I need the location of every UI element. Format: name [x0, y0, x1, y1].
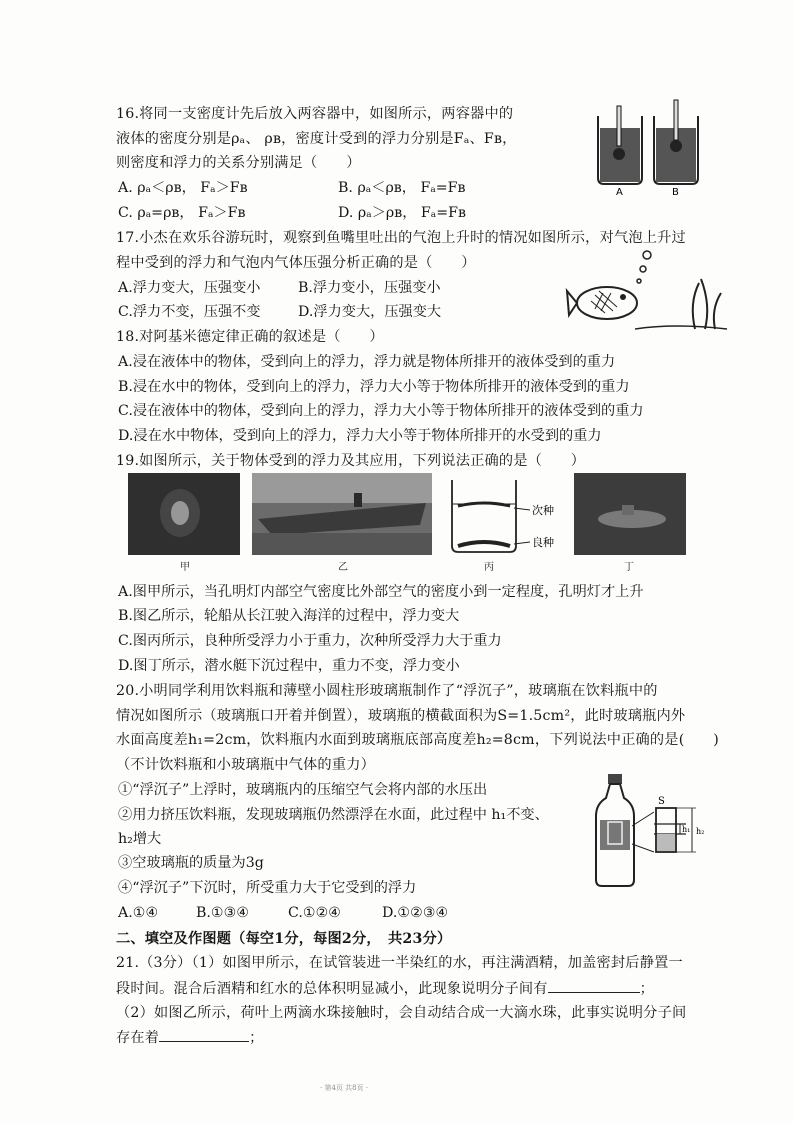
label-h2: h₂	[696, 827, 705, 836]
q18-option-a: A.浸在液体中的物体，受到向上的浮力，浮力就是物体所排开的液体受到的重力	[118, 354, 616, 370]
q16-option-a: A. ρₐ＜ρʙ， Fₐ＞Fʙ	[118, 180, 248, 196]
q20-statement-2-cont: h₂增大	[118, 831, 162, 847]
sky-lantern-photo	[128, 473, 240, 555]
fish-icon	[567, 287, 637, 319]
q19-option-d: D.图丁所示，潜水艇下沉过程中，重力不变，浮力变小	[118, 658, 460, 674]
q21-line-2	[116, 978, 654, 999]
cartesian-diver-figure	[588, 772, 718, 890]
beaker-a	[598, 106, 642, 184]
q20-statement-1: ①“浮沉子”上浮时，玻璃瓶内的压缩空气会将内部的水压出	[118, 782, 488, 798]
q20-line-1: 20.小明同学利用饮料瓶和薄壁小圆柱形玻璃瓶制作了“浮沉子”，玻璃瓶在饮料瓶中的	[116, 683, 658, 699]
q16-line-3: 则密度和浮力的关系分别满足（ ）	[116, 155, 361, 171]
bin-label-ci: 次种	[532, 504, 554, 517]
q16-line-1: 16.将同一支密度计先后放入两容器中，如图所示，两容器中的	[116, 106, 514, 122]
q20-option-c: C.①②④	[288, 905, 342, 921]
q20-statement-3: ③空玻璃瓶的质量为3g	[118, 855, 264, 871]
bottle-icon	[596, 774, 634, 886]
bubble-icon	[643, 251, 651, 259]
beaker-b	[654, 100, 698, 184]
q18-option-d: D.浸在水中物体，受到向上的浮力，浮力大小等于物体所排开的水受到的重力	[118, 428, 602, 444]
q16-line-2: 液体的密度分别是ρₐ、 ρʙ，密度计受到的浮力分别是Fₐ、Fʙ，	[116, 131, 517, 147]
q21-line-4-text: 存在着	[116, 1030, 160, 1046]
q21-line-4	[116, 1027, 264, 1048]
q21-line-4-tail: ；	[249, 1030, 264, 1046]
beaker-label-a: A	[616, 187, 623, 198]
bubble-icon	[637, 279, 641, 283]
q18-option-c: C.浸在液体中的物体，受到向上的浮力，浮力大小等于物体所排开的液体受到的重力	[118, 403, 644, 419]
q18-line-1: 18.对阿基米德定律正确的叙述是（ ）	[116, 329, 384, 345]
seed-selection-figure	[444, 476, 564, 558]
q16-option-b: B. ρₐ＜ρʙ， Fₐ=Fʙ	[338, 180, 466, 196]
answer-blank-2[interactable]	[159, 1027, 249, 1042]
label-h1: h₁	[682, 825, 691, 834]
seaweed-icon	[635, 279, 727, 329]
page-footer: · 第4页 共8页 ·	[320, 1084, 369, 1092]
q17-option-b: B.浮力变小，压强变小	[298, 280, 441, 296]
beaker-label-b: B	[672, 187, 679, 198]
q21-line-2-text: 段时间。混合后酒精和红水的总体积明显减小，此现象说明分子间有	[116, 981, 548, 997]
bin-label-liang: 良种	[532, 536, 554, 549]
q20-line-2: 情况如图所示（玻璃瓶口开着并倒置），玻璃瓶的横截面积为S=1.5cm²，此时玻璃瓶内外	[116, 708, 686, 724]
aircraft-carrier-icon	[252, 473, 432, 555]
caption-yi: 乙	[338, 562, 348, 573]
q21-line-2-tail: ；	[639, 981, 655, 997]
caption-bing: 丙	[484, 562, 494, 573]
q21-line-3: （2）如图乙所示，荷叶上两滴水珠接触时，会自动结合成一大滴水珠，此事实说明分子间	[116, 1005, 687, 1021]
hydrometer-figure	[590, 98, 710, 198]
caption-ding: 丁	[624, 562, 634, 573]
q20-line-4: （不计饮料瓶和小玻璃瓶中气体的重力）	[116, 757, 375, 773]
answer-blank-1[interactable]	[548, 978, 640, 993]
q19-line-1: 19.如图所示，关于物体受到的浮力及其应用，下列说法正确的是（ ）	[116, 453, 586, 469]
bubble-icon	[640, 266, 646, 272]
q17-option-d: D.浮力变大，压强变大	[298, 304, 442, 320]
section-2-title: 二、填空及作图题（每空1分，每图2分， 共23分）	[116, 931, 452, 947]
q20-line-3: 水面高度差h₁=2cm，饮料瓶内水面到玻璃瓶底部高度差h₂=8cm，下列说法中正确的是( )	[116, 732, 719, 748]
q20-statement-2: ②用力挤压饮料瓶，发现玻璃瓶仍然漂浮在水面，此过程中 h₁不变、	[118, 807, 549, 823]
q17-option-c: C.浮力不变，压强不变	[118, 304, 261, 320]
q20-option-b: B.①③④	[196, 905, 250, 921]
ship-photo	[252, 473, 432, 555]
q17-line-1: 17.小杰在欢乐谷游玩时，观察到鱼嘴里吐出的气泡上升时的情况如图所示，对气泡上升过	[116, 230, 686, 246]
q17-option-a: A.浮力变大，压强变小	[118, 280, 261, 296]
q19-option-c: C.图丙所示，良种所受浮力小于重力，次种所受浮力大于重力	[118, 633, 502, 649]
label-s: S	[658, 796, 665, 807]
q19-option-b: B.图乙所示，轮船从长江驶入海洋的过程中，浮力变大	[118, 608, 460, 624]
q16-option-d: D. ρₐ＞ρʙ， Fₐ=Fʙ	[338, 205, 466, 221]
q16-option-c: C. ρₐ=ρʙ， Fₐ＞Fʙ	[118, 205, 246, 221]
q20-option-a: A.①④	[118, 905, 159, 921]
q17-line-2: 程中受到的浮力和气泡内气体压强分析正确的是（ ）	[116, 255, 476, 271]
submarine-icon	[574, 473, 686, 555]
fish-bubble-figure	[565, 243, 730, 333]
q20-option-d: D.①②③④	[382, 905, 449, 921]
q18-option-b: B.浸在水中的物体，受到向上的浮力，浮力大小等于物体所排开的液体受到的重力	[118, 379, 630, 395]
submarine-photo	[574, 473, 686, 555]
lantern-icon	[128, 473, 240, 555]
q19-option-a: A.图甲所示，当孔明灯内部空气密度比外部空气的密度小到一定程度，孔明灯才上升	[118, 584, 644, 600]
q20-statement-4: ④“浮沉子”下沉时，所受重力大于它受到的浮力	[118, 880, 417, 896]
q21-line-1: 21.（3分）（1）如图甲所示，在试管装进一半染红的水，再注满酒精，加盖密封后静置一	[116, 955, 683, 971]
caption-jia: 甲	[180, 562, 190, 573]
